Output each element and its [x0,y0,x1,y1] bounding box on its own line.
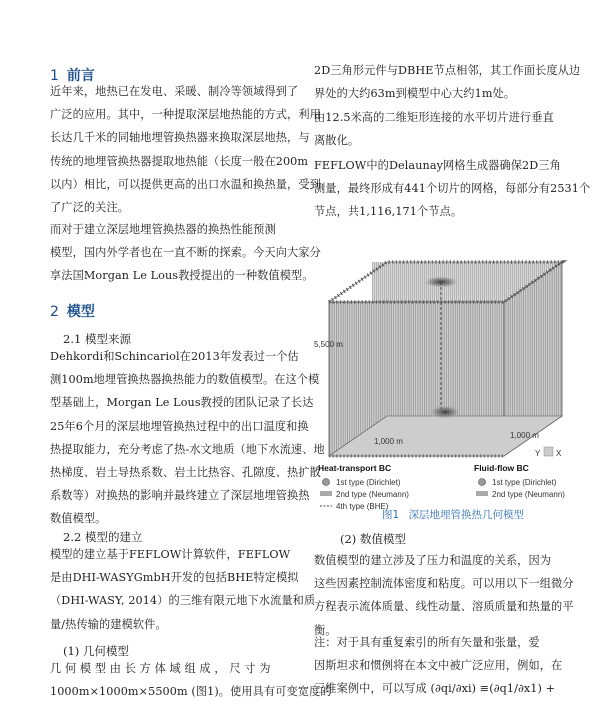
text-line: 衡。 [314,623,337,637]
text-line: 三维案例中，可以写成 (∂qi/∂xi) ≡(∂q1/∂x1) + [314,682,556,696]
figure-caption-number: 图1 [382,509,400,521]
axis-y-label: Y [535,449,541,458]
figure-caption [382,507,524,522]
text-line: 方程表示流体质量、线性动量、溶质质量和热量的平 [314,600,574,614]
text-line: Dehkordi和Schincariol在2013年发表过一个估 [50,350,299,363]
numerical-model-heading: (2) 数值模型 [340,532,406,546]
legend-fluid-neumann-swatch [476,491,488,496]
text-line: 近年来，地热已在发电、采暖、制冷等领域得到了 [50,85,299,98]
text-line: 以内）相比，可以提供更高的出口水温和换热量，受到 [50,177,321,191]
section-2-heading [50,301,95,321]
text-line: FEFLOW中的Delaunay网格生成器确保2D三角 [314,159,561,172]
text-line: 1000m×1000m×5500m (图1)。使用具有可变宽度的 [50,685,332,699]
text-line: 注：对于具有重复索引的所有矢量和张量，爱 [314,636,540,649]
subsection-2-1-heading: 2.1 模型来源 [63,332,131,346]
geometry-model-diagram [314,252,604,524]
legend-fluid-2: 2nd type (Neumann) [492,490,565,499]
section-1-number: 1 [50,68,59,84]
text-line: 测量，最终形成有441个切片的网格，每部分有2531个 [314,182,591,196]
text-line: （DHI-WASY, 2014）的三维有限元地下水流量和质 [50,594,316,608]
axis-cube-icon [544,447,553,456]
text-line: 型基础上，Morgan Le Lous教授的团队记录了长达 [50,396,314,410]
text-line: 热梯度、岩土导热系数、岩土比热容、孔隙度、热扩散 [50,466,321,479]
figure-caption-text: 深层地埋管换热几何模型 [408,509,525,521]
subsection-2-2-heading: 2.2 模型的建立 [63,530,143,544]
text-line: 了广泛的关注。 [50,201,130,214]
text-line: 数值模型的建立涉及了压力和温度的关系，因为 [314,554,552,567]
text-line: 数值模型。 [50,512,107,526]
text-line: 测100m地埋管换热器换热能力的数值模型。在这个模 [50,373,320,387]
text-line: 2D三角形元件与DBHE节点相邻，其工作面长度从边 [314,64,581,77]
legend-fluid-1: 1st type (Dirichlet) [492,478,557,487]
text-line: 界处的大约63m到模型中心大约1m处。 [314,87,516,101]
legend-neumann-swatch [320,491,332,496]
text-line: 广泛的应用。其中，一种提取深层地热能的方式，利用 [50,108,321,122]
legend-heat-2: 2nd type (Neumann) [336,490,409,499]
legend-heat-4: 4th type (BHE) [336,502,389,511]
text-line: 模型的建立基于FEFLOW计算软件，FEFLOW [50,548,291,561]
section-2-number: 2 [50,304,59,320]
section-2-title: 模型 [66,304,95,320]
text-line: 量/热传输的建模软件。 [50,617,167,631]
text-line: 传统的地埋管换热器提取地热能（长度一般在200m [50,154,309,168]
text-line: 系数等）对换热的影响并最终建立了深层地埋管换热 [50,489,310,503]
text-line: 是由DHI-WASYGmbH开发的包括BHE特定模拟 [50,571,299,585]
text-line: 长达几千米的同轴地埋管换热器来换取深层地热，与 [50,131,310,145]
legend-heat-title: Heat-transport BC [318,463,392,473]
text-line: 享法国Morgan Le Lous教授提出的一种数值模型。 [50,269,314,283]
text-line: 而对于建立深层地埋管换热器的换热性能预测 [50,223,276,236]
legend-fluid-dirichlet-icon [479,479,486,486]
figure-1 [314,252,604,524]
text-line: 25年6个月的深层地埋管换热过程中的出口温度和换 [50,419,309,433]
axis-x-label: X [556,449,562,458]
legend-heat-1: 1st type (Dirichlet) [336,478,401,487]
legend-dirichlet-icon [323,479,330,486]
text-line: 离散化。 [314,134,360,148]
text-line: 节点，共1,116,171个节点。 [314,205,463,219]
section-1-title: 前言 [66,68,95,84]
text-line: 这些因素控制流体密度和粘度。可以用以下一组微分 [314,577,574,591]
text-line: 模型，国内外学者也在一直不断的探索。今天向大家分 [50,246,321,260]
text-line: 因斯坦求和惯例将在本文中被广泛应用，例如，在 [314,659,563,673]
bhe-bottom [429,405,461,419]
side-width-label: 1,000 m [510,431,539,440]
text-line: 热提取能力，充分考虑了热-水文地质（地下水流速、地 [50,442,325,456]
front-width-label: 1,000 m [374,437,403,446]
text-line: 由12.5米高的二维矩形连接的水平切片进行垂直 [314,111,554,124]
legend-fluid-title: Fluid-flow BC [474,463,529,473]
height-label: 5,500 m [314,340,343,349]
geometry-model-heading: (1) 几何模型 [63,644,129,658]
text-line: 几 何 模 型 由 长 方 体 域 组 成 ， 尺 寸 为 [50,662,271,675]
